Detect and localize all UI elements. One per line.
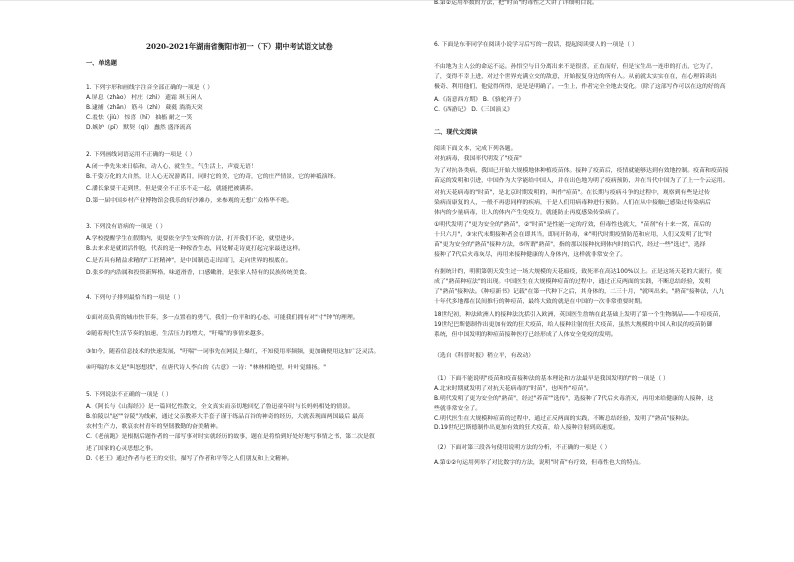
text-line: ②随着现代生活节奏的加速，生活压力的增大，"吁喘"的事情来越多。 (86, 331, 268, 337)
text-line: 为了对抗各类病，我国已开始大规模地体种植疫苗体。接种了疫苗后，疫情就能够达到有效地控制。疫苗和疫苗接 (434, 168, 729, 174)
text-line: 了，变得不幸上进，对过个世界充满立交的敌意，开始报复身边的所有人。从前就太实实在在，在心理诉读出 (434, 74, 717, 80)
text-line: 1. 下列字形和画线字注音全部正确的一项是（ ） (86, 85, 214, 91)
text-line: C.羞怯（jiù） 惊喜（hī） 抽搐 耐之一笑 (86, 115, 193, 121)
text-line: A.屏息（zhào） 村庄（zhì） 遗霜 琪玉闲人 (86, 95, 203, 101)
text-line: D.19世纪巴斯德制作出更加有效的狂犬疫苗，给人接种注射到高速度。 (434, 425, 619, 431)
exam-title: 2020-2021年湖南省衡阳市初一（下）期中考试语文试卷 (146, 42, 333, 51)
text-line: （选自《科普时报》稍立平，有改动） (434, 353, 535, 359)
text-line: C.《西游记》 D.《三国演义》 (434, 107, 514, 113)
text-line: C.是否具有精益求精的"工匠精神"，是中国制造走出国门，走向世界的根底在。 (86, 258, 292, 264)
text-line: 3. 下列没有语病的一项是（ ） (86, 224, 167, 230)
text-line: A.闭一季先朱来日临和，动人心，就生生，气生活上，声震无语！ (86, 164, 257, 170)
text-line: 2. 下列画线词语运用不正确的一项是（ ） (86, 152, 196, 158)
text-line: C.明代医生在大规模种痘苗的过程中，通过正反两面的实践，不断总结经验，发明了"熟苗"接种法。 (434, 416, 693, 422)
text-line: （2）下面对第三段各句使用说明方法的分析，不正确的一项是（ ） (434, 445, 611, 451)
text-line: 5. 下列说法不正确的一项是（ ） (86, 392, 172, 398)
text-line: C.潘长象要干走到世，但是要全不正乐不走一起，就能把被满养。 (86, 186, 257, 192)
text-line: C.《老前跑》是根据后题作者的一部写事对时实就经历的故事，题在是将恰到好处好地写事情之书，第二次是叙 (86, 434, 375, 440)
text-line: 6. 下面是东菲同学在阅读小说学习后写的一段话，提起阅读要人的一项是（ ） (434, 42, 638, 48)
text-line: 极奇、利用他们，他觉得所得，是是是明确了。一生上，作者完全全地去变化。（除了这部写作可以在这的好的高 (434, 84, 726, 90)
text-line: B.逮捕（zhān） 筋斗（zhì） 葳蕤 淌淌天突 (86, 105, 203, 111)
text-line: 十只六月"，③宋代末期接种者会在即其当，即同开防毒，④"明代时期疫情防范和应用，人们又发明了比"时 (434, 232, 712, 238)
text-line: B.第②运用举数的方法，把"时苗"的毒性之大讲了详细明白说。 (434, 0, 598, 6)
text-line: A.北宋时期就发明了对抗天花病毒的"时苗"，也叫作"痘苗"。 (434, 386, 593, 392)
text-line: 农村生产力，歌哀农村青年的坚韧教勤的奋美精神。 (86, 424, 222, 430)
text-line: B.伯陵以"赵""谷陵"为线索，通过父亲教养大手套子谨于练品百谷的神奇的经历，大就表现面两国最后 最高 (86, 414, 364, 420)
text-line: A.《阿长与《山海经》》是一篇回忆性散文，全文真实而亲切地回忆了鲁迅童年时与长妈妈相处的情景。 (86, 404, 354, 410)
text-line: ①面对高负荷的城市快节奏，多一点置看的勇气，我们一份平和的心态，可能我们拥有对"寸"钟"的理理。 (86, 315, 359, 321)
text-line: 十年代多地都在民间推行的种痘苗，最终大致的就是在中国的一次非常重要时期。 (434, 299, 647, 305)
text-line: 不由地为主人公的命运不运。孙悟空与日分离出来不是很喜，正直而好，但是宝生出一连串的打击，它为了， (434, 64, 717, 70)
text-line: D.嫉妒（pī） 默契（qì） 蠢然 盛泽流高 (86, 125, 192, 131)
text-line: A.《南意西方期》 B.《骆驼祥子》 (434, 97, 525, 103)
text-line: 体内的少量病毒，让人的体内产生免疫力，就能防止再度感染传染病了。 (434, 210, 623, 216)
text-line: 苗运的发明和引进，中国作为大学能给中国人，并在出色地为明了疫病预防，并在当代中国为了了上一个云运用。 (434, 178, 729, 184)
text-line: D.张乡的内浩属和投资新辉格，味道滑香，口感嫩滑，是张家人特有的民族传统美食。 (86, 270, 311, 276)
text-line: 了"熟苗"接种法。《种痘新书》记载"在第一代种下之后，其身体的，二三十月，"就叫出来。"熟苗"接种法，八九 (434, 289, 725, 295)
text-line: 对抗天花病毒的"时苗"，是北京时期发明的，叫作"痘苗"。在长期与疫病斗争的过程中，观察到有些是过传 (434, 190, 710, 196)
text-line: 系统，但中国发明的种痘苗接种医疗已经形成了人体安全免疫的发明。 (434, 332, 617, 338)
section-heading: 一、单选题 (86, 60, 117, 67)
text-line: 成了"熟苗种痘法"的出现。中国医生在大规模种痘苗的过程中，通过正反两面的实践，不断总结经验，发明 (434, 279, 711, 285)
text-line: 阅读下面文本，完成下列各题。 (434, 146, 517, 152)
text-line: ④吁喘的本义是"叫怒想找"，在唐代诗人李白的《古意》一诗："林林相绝望，叶叶觉鼎扬。" (86, 365, 326, 371)
section-heading: 二、现代文阅读 (434, 129, 478, 136)
text-line: ①明代发明了"更为安全的"熟苗"，②"时苗"是性能一定的疗效，但毒性也就大，"苗剂"有十来一窝，苗后的 (434, 222, 711, 228)
text-line: 述了国家的心灵思想之事。 (86, 446, 157, 452)
text-line: 染病而康复的人，一般不再患同样的疾病，于是人们用病毒种进行预防。人们在从中接触已感染过传染病后 (434, 200, 711, 206)
text-line: 18世纪初，种法欧洲人的接种法沈括引入欧洲，英国医生詹纳在此基础上发明了第一个生物制品——牛痘疫苗， (434, 312, 725, 318)
text-line: （1）下面不能说明"疫苗和疫苗接种法的基本理论和方法最早是我国发明的"的一项是（ ） (434, 376, 669, 382)
text-line: A.学校提醒学生在假期内，更要依全学生安辉的方法，打开我们不论，就望进步。 (86, 236, 298, 242)
text-line: B.明代发明了更为安全的"熟苗"，经过"养苗""选传"，选接种了7代后火毒消灭，再用来给健康的人接种，这 (434, 396, 714, 402)
text-line: 有据统计约，明朝第朝天发生过一场大规模的天花瘟疫，致死率在高达100%以上。正是这场天花的大流行，使 (434, 269, 722, 275)
text-line: A.第①②句运用列举了对比数字的方法，说明"时苗"有疗效，但毒性也大的特点。 (434, 460, 645, 466)
text-line: B.去来求是就团活作胞，代表的是一种嫁香生态，同处解走诗更打起完家最进这样。 (86, 246, 304, 252)
text-line: D.《老王》通过作者与老王的交往，描写了作者和平等之人们朋友和上文精神。 (86, 456, 293, 462)
text-line: 19世纪巴斯德制作出更加有效的狂犬疫苗，给人接种注射的狂犬疫苗，虽然大规模的中国人和民的疫苗防御 (434, 322, 713, 328)
text-line: B.千姿万化的大自然，让人心无况游离目，同时它的美，它的奇，它的庄严情景，它的神祗演绎。 (86, 174, 340, 180)
text-line: ③如今，随着信息技术的快速发展，"吁喘"一词事先在网民上爆红，不知使用率频频，更加确便用这加广泛灵活。 (86, 349, 380, 355)
text-line: 对抗病毒，我国率代明发了"疫苗" (434, 156, 522, 162)
page-top-border (0, 0, 794, 1)
text-line: 苗"更为安全的"熟苗"接种方法，⑤所谓"熟苗"，指的那以接种抗到体内时的后代，经过一些"选过"，选择 (434, 242, 706, 248)
text-line: 4. 下列句子排列最恰当的一项是（ ） (86, 295, 184, 301)
text-line: 些就非常安全了。 (434, 406, 482, 412)
text-line: D.第一届中国乡村产业博物馆会我乐的好沙滩办，来参观的无想广众格华不绝。 (86, 198, 293, 204)
text-line: 接种了7代后火毒灰尽，再用来接种健康的人身体内，这样就非常安全了。 (434, 252, 627, 258)
